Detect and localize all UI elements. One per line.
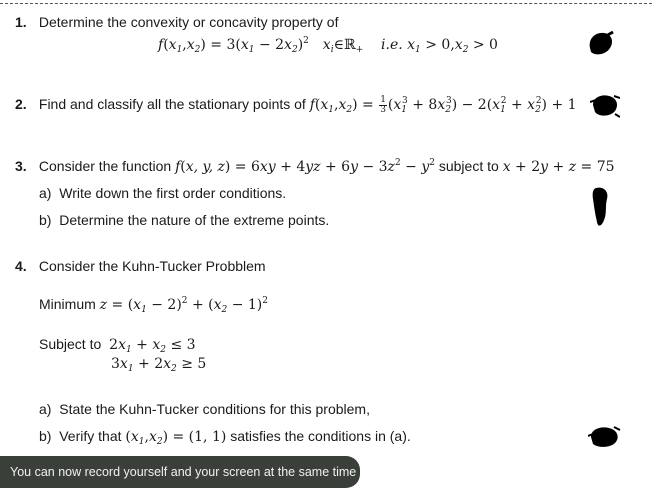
part-text-after: satisfies the conditions in (a). (230, 428, 411, 444)
question-4-part-a (39, 401, 370, 417)
recording-toast[interactable] (0, 456, 360, 488)
question-2: 2. Find and classify all the stationary points of $f(x_1,x_2)$ = $\frac{1}{3}$ $(x_1^3 + 8x_2^3) - 2(x_1^2 + x_2^2) + 1$ (15, 95, 577, 116)
part-text: Verify that (59, 428, 122, 444)
toast-text: You can now record yourself and your screen at the same time (10, 465, 357, 479)
question-1-formula: $f(x_1,x_2) = 3(x_1 - 2x_2)^2$ $x_i\in ℝ_+$ i.e. $x_1 > 0,x_2 > 0$ (158, 36, 498, 55)
question-4 (15, 258, 266, 274)
question-prompt: Consider the function (38, 158, 172, 174)
question-number: 1. (15, 14, 27, 30)
question-3-part-a (39, 185, 286, 201)
question-4-part-b: b) Verify that $(x_1,x_2) = (1$, 1) satisfies the conditions in (a). (39, 428, 411, 447)
question-1 (15, 14, 338, 30)
scribble-blot-1 (586, 28, 616, 58)
scribble-blot-2 (590, 92, 620, 118)
part-text: Write down the first order conditions. (59, 185, 287, 201)
question-3: 3. Consider the function f(x, y, $z) = 6xy + 4yz + 6y - 3z^2 - y^2$ subject to x + 2y + z = 75 (15, 158, 615, 175)
constraint-1: Subject to $2x_1 + x_2 \le 3$ (39, 336, 196, 355)
top-divider (0, 3, 652, 4)
scribble-blot-4 (588, 424, 622, 450)
question-prompt: Determine the convexity or concavity property of (38, 14, 339, 30)
part-text: State the Kuhn-Tucker conditions for this problem, (59, 401, 370, 417)
part-label: a) (39, 185, 52, 201)
question-number: 4. (15, 258, 27, 274)
part-label: b) (39, 212, 52, 228)
part-text: Determine the nature of the extreme points. (59, 212, 330, 228)
question-prompt: Find and classify all the stationary points of (38, 96, 306, 113)
question-prompt: Consider the Kuhn-Tucker Probblem (38, 258, 266, 274)
objective-function: Minimum $z = (x_1 - 2)^2 + (x_2 - 1)^2$ (39, 296, 268, 315)
subject-to-label: Subject to (39, 336, 102, 352)
subject-to-label: subject to (438, 158, 499, 174)
part-label: b) (39, 428, 52, 444)
question-number: 2. (15, 96, 27, 113)
scribble-blot-3 (590, 186, 612, 230)
minimum-label: Minimum (39, 296, 96, 312)
constraint-2: $3x_1 + 2x_2 \ge 5$ (111, 356, 207, 374)
question-number: 3. (15, 158, 27, 174)
question-3-part-b (39, 212, 329, 228)
part-label: a) (39, 401, 52, 417)
